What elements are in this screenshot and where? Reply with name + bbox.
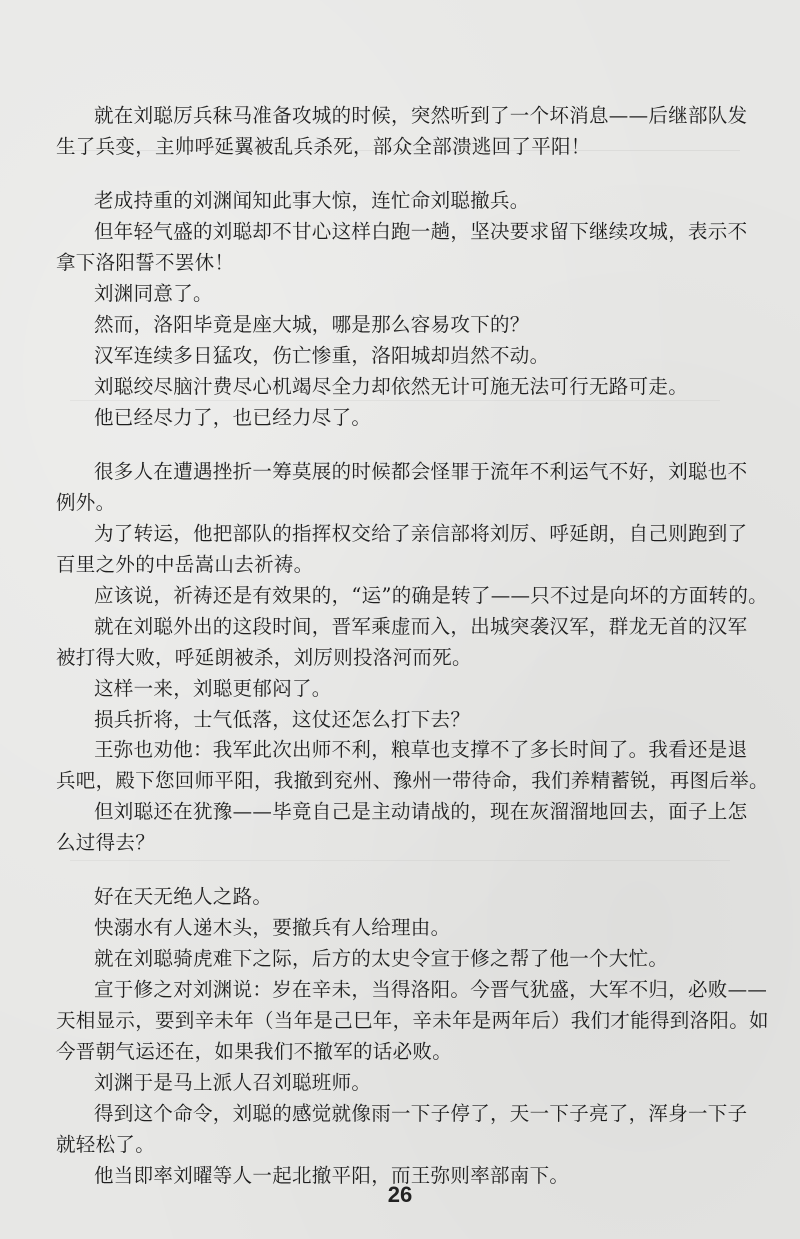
- text-line: 就轻松了。: [56, 1133, 156, 1156]
- page-number: 26: [387, 1182, 413, 1207]
- text-line: 很多人在遭遇挫折一筹莫展的时候都会怪罪于流年不利运气不好，刘聪也不: [94, 460, 748, 483]
- text-line: 今晋朝气运还在，如果我们不撤军的话必败。: [56, 1040, 453, 1063]
- text-line: 么过得去？: [56, 831, 156, 854]
- text-line: 生了兵变，主帅呼延翼被乱兵杀死，部众全部溃逃回了平阳！: [56, 135, 591, 158]
- text-line: 百里之外的中岳嵩山去祈祷。: [56, 553, 314, 576]
- text-line: 他已经尽力了，也已经力尽了。: [94, 406, 372, 429]
- text-line: 刘渊于是马上派人召刘聪班师。: [94, 1071, 372, 1094]
- text-line: 就在刘聪外出的这段时间，晋军乘虚而入，出城突袭汉军，群龙无首的汉军: [94, 615, 748, 638]
- text-line: 汉军连续多日猛攻，伤亡惨重，洛阳城却岿然不动。: [94, 344, 550, 367]
- text-line: 宣于修之对刘渊说：岁在辛未，当得洛阳。今晋气犹盛，大军不归，必败——: [94, 978, 768, 1001]
- text-line: 快溺水有人递木头，要撤兵有人给理由。: [94, 916, 451, 939]
- text-line: 这样一来，刘聪更郁闷了。: [94, 677, 332, 700]
- text-line: 损兵折将，士气低落，这仗还怎么打下去？: [94, 708, 471, 731]
- text-line: 刘渊同意了。: [94, 282, 213, 305]
- text-line: 就在刘聪骑虎难下之际，后方的太史令宣于修之帮了他一个大忙。: [94, 947, 669, 970]
- text-line: 好在天无绝人之路。: [94, 885, 273, 908]
- text-line: 然而，洛阳毕竟是座大城，哪是那么容易攻下的？: [94, 313, 530, 336]
- text-line: 刘聪绞尽脑汁费尽心机竭尽全力却依然无计可施无法可行无路可走。: [94, 375, 689, 398]
- text-line: 为了转运，他把部队的指挥权交给了亲信部将刘厉、呼延朗，自己则跑到了: [94, 522, 748, 545]
- text-line: 老成持重的刘渊闻知此事大惊，连忙命刘聪撤兵。: [94, 189, 530, 212]
- text-line: 应该说，祈祷还是有效果的，“运”的确是转了——只不过是向坏的方面转的。: [94, 584, 768, 607]
- text-line: 就在刘聪厉兵秣马准备攻城的时候，突然听到了一个坏消息——后继部队发: [94, 104, 748, 127]
- text-line: 被打得大败，呼延朗被杀，刘厉则投洛河而死。: [56, 646, 472, 669]
- text-line: 兵吧，殿下您回师平阳，我撤到兖州、豫州一带待命，我们养精蓄锐，再图后举。: [56, 769, 769, 792]
- text-line: 但刘聪还在犹豫——毕竟自己是主动请战的，现在灰溜溜地回去，面子上怎: [94, 800, 748, 823]
- text-line: 拿下洛阳誓不罢休！: [56, 251, 235, 274]
- text-line: 王弥也劝他：我军此次出师不利，粮草也支撑不了多长时间了。我看还是退: [94, 738, 748, 761]
- text-line: 他当即率刘曜等人一起北撤平阳，而王弥则率部南下。: [94, 1164, 570, 1187]
- text-line: 得到这个命令，刘聪的感觉就像雨一下子停了，天一下子亮了，浑身一下子: [94, 1102, 748, 1125]
- text-line: 但年轻气盛的刘聪却不甘心这样白跑一趟，坚决要求留下继续攻城，表示不: [94, 220, 748, 243]
- text-line: 天相显示，要到辛未年（当年是己巳年，辛未年是两年后）我们才能得到洛阳。如: [56, 1009, 769, 1032]
- text-line: 例外。: [56, 491, 116, 514]
